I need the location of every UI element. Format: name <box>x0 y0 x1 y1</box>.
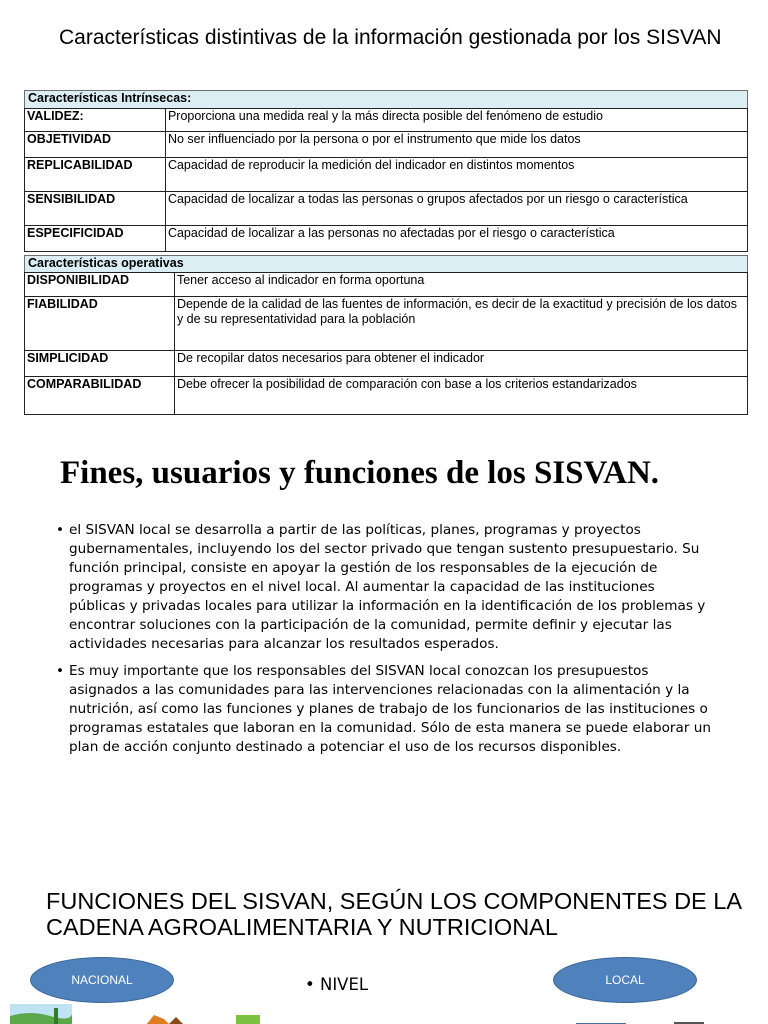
term-cell: FIABILIDAD <box>25 297 175 351</box>
table-row <box>25 297 748 351</box>
nacional-oval: NACIONAL <box>30 957 174 1003</box>
term-cell: COMPARABILIDAD <box>25 377 175 415</box>
section-heading-funciones: FUNCIONES DEL SISVAN, SEGÚN LOS COMPONENTES DE LA CADENA AGROALIMENTARIA Y NUTRICIONAL <box>46 888 741 940</box>
bullet-text: Es muy importante que los responsables del SISVAN local conozcan los presupuestos asignados a las comunidades para las intervenciones relacionadas con la alimentación y la nutrición, así como las funciones y planes de trabajo de los funcionarios de las instituciones o programas estatales que laboran en la comunidad. Sólo de esta manera se puede elaborar un plan de acción conjunto destinado a potenciar el uso de los recursos disponibles. <box>69 663 711 755</box>
local-oval: LOCAL <box>553 957 697 1003</box>
term-cell: OBJETIVIDAD <box>25 132 166 158</box>
equipment-image <box>570 1016 710 1024</box>
term-cell: SIMPLICIDAD <box>25 351 175 377</box>
description-cell: Tener acceso al indicador en forma oportuna <box>174 273 747 297</box>
bullet-icon: • <box>56 522 65 538</box>
table-row <box>25 351 748 377</box>
description-cell: Proporciona una medida real y la más directa posible del fenómeno de estudio <box>165 109 747 132</box>
operational-table <box>24 272 748 415</box>
term-cell: VALIDEZ: <box>25 109 166 132</box>
description-cell: Capacidad de localizar a las personas no afectadas por el riesgo o característica <box>165 226 747 252</box>
list-item <box>56 662 712 757</box>
description-cell: De recopilar datos necesarios para obtener el indicador <box>174 351 747 377</box>
table-row <box>25 377 748 415</box>
list-item <box>56 521 712 654</box>
term-cell: ESPECIFICIDAD <box>25 226 166 252</box>
term-cell: SENSIBILIDAD <box>25 192 166 226</box>
table-row <box>25 109 748 132</box>
landscape-image <box>10 1004 72 1024</box>
table-row <box>25 192 748 226</box>
table-row <box>25 273 748 297</box>
term-cell: REPLICABILIDAD <box>25 158 166 192</box>
description-cell: Capacidad de localizar a todas las personas o grupos afectados por un riesgo o característica <box>165 192 747 226</box>
description-cell: Depende de la calidad de las fuentes de información, es decir de la exactitud y precisión de los datos y de su representatividad para la población <box>174 297 747 351</box>
bullet-text: el SISVAN local se desarrolla a partir de las políticas, planes, programas y proyectos gubernamentales, incluyendo los del sector privado que tengan sustento presupuestario. Su función principal, consiste en apoyar la gestión de los responsables de la ejecución de programas y proyectos en el nivel local. Al aumentar la capacidad de las instituciones públicas y privadas locales para utilizar la información en la identificación de los problemas y encontrar soluciones con la participación de la comunidad, permite definir y ejecutar las actividades necesarias para alcanzar los resultados esperados. <box>69 522 706 652</box>
table-row <box>25 132 748 158</box>
description-cell: No ser influenciado por la persona o por el instrumento que mide los datos <box>165 132 747 158</box>
bullet-list <box>56 521 712 765</box>
page-title: Características distintivas de la información gestionada por los SISVAN <box>59 26 722 49</box>
intrinsic-section-header: Características Intrínsecas: <box>24 90 748 109</box>
description-cell: Debe ofrecer la posibilidad de comparación con base a los criterios estandarizados <box>174 377 747 415</box>
butterfly-image <box>140 1012 260 1024</box>
table-row <box>25 158 748 192</box>
bullet-icon: • <box>56 663 65 679</box>
section-heading-fines: Fines, usuarios y funciones de los SISVAN. <box>60 455 660 491</box>
nivel-label: • NIVEL <box>305 975 369 994</box>
term-cell: DISPONIBILIDAD <box>25 273 175 297</box>
operational-section-header: Características operativas <box>24 255 748 273</box>
description-cell: Capacidad de reproducir la medición del indicador en distintos momentos <box>165 158 747 192</box>
table-row <box>25 226 748 252</box>
intrinsic-table <box>24 108 748 252</box>
